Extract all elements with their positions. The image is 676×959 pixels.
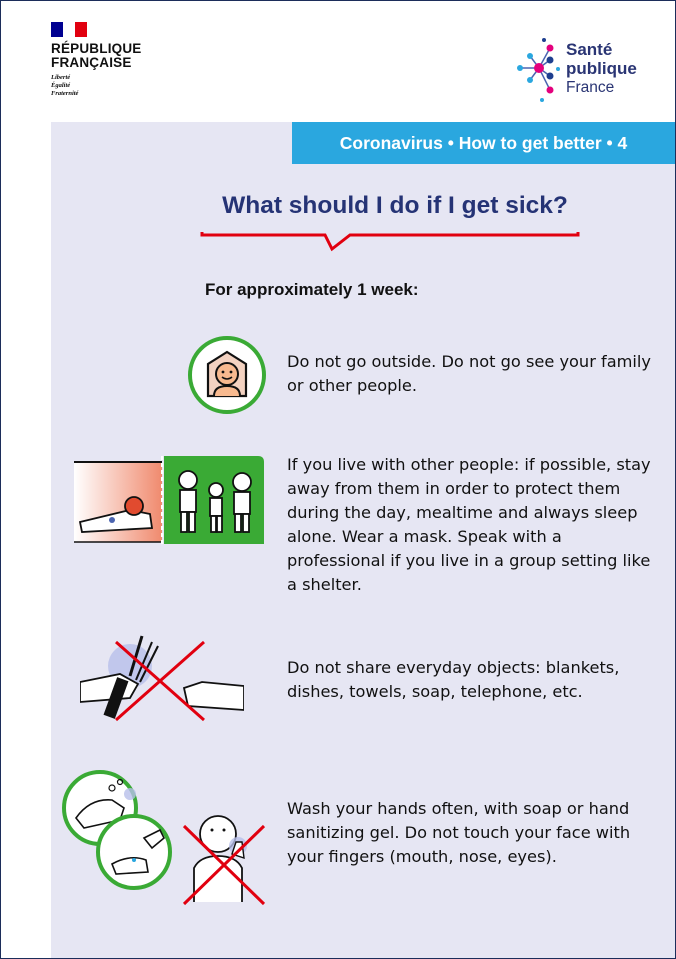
stay-home-icon xyxy=(186,334,268,416)
speech-underline-icon xyxy=(200,226,580,256)
item-text-no-sharing: Do not share everyday objects: blankets, dishes, towels, soap, telephone, etc. xyxy=(287,658,620,701)
item-text-isolation: If you live with other people: if possible, stay away from them in order to protect them during the day, mealtime and always sleep alone. Wear a mask. Speak with a professional if you live in a group setting like a shelter. xyxy=(287,455,651,594)
republique-motto xyxy=(51,74,78,98)
french-flag-icon xyxy=(51,22,87,37)
republique-francaise-name: RÉPUBLIQUE FRANÇAISE xyxy=(51,41,142,70)
motto-liberte: Liberté xyxy=(51,74,71,81)
sante-publique-france-logo-icon xyxy=(514,36,564,104)
subtitle: For approximately 1 week: xyxy=(205,280,419,299)
item-text-hand-washing: Wash your hands often, with soap or hand sanitizing gel. Do not touch your face with your fingers (mouth, nose, eyes). xyxy=(287,799,631,866)
sp-line1: Santé xyxy=(566,40,613,59)
isolation-icon xyxy=(70,452,266,546)
sp-line3: France xyxy=(566,79,615,96)
page-title: What should I do if I get sick? xyxy=(222,192,568,219)
sante-publique-france-name xyxy=(566,40,666,97)
motto-egalite: Égalité xyxy=(51,82,71,89)
item-text-stay-home: Do not go outside. Do not go see your family or other people. xyxy=(287,352,651,395)
no-sharing-icon xyxy=(80,632,244,728)
hand-washing-icon xyxy=(60,768,270,908)
sp-line2: publique xyxy=(566,59,637,78)
motto-fraternite: Fraternité xyxy=(51,90,79,97)
banner: Coronavirus • How to get better • 4 xyxy=(292,122,675,164)
